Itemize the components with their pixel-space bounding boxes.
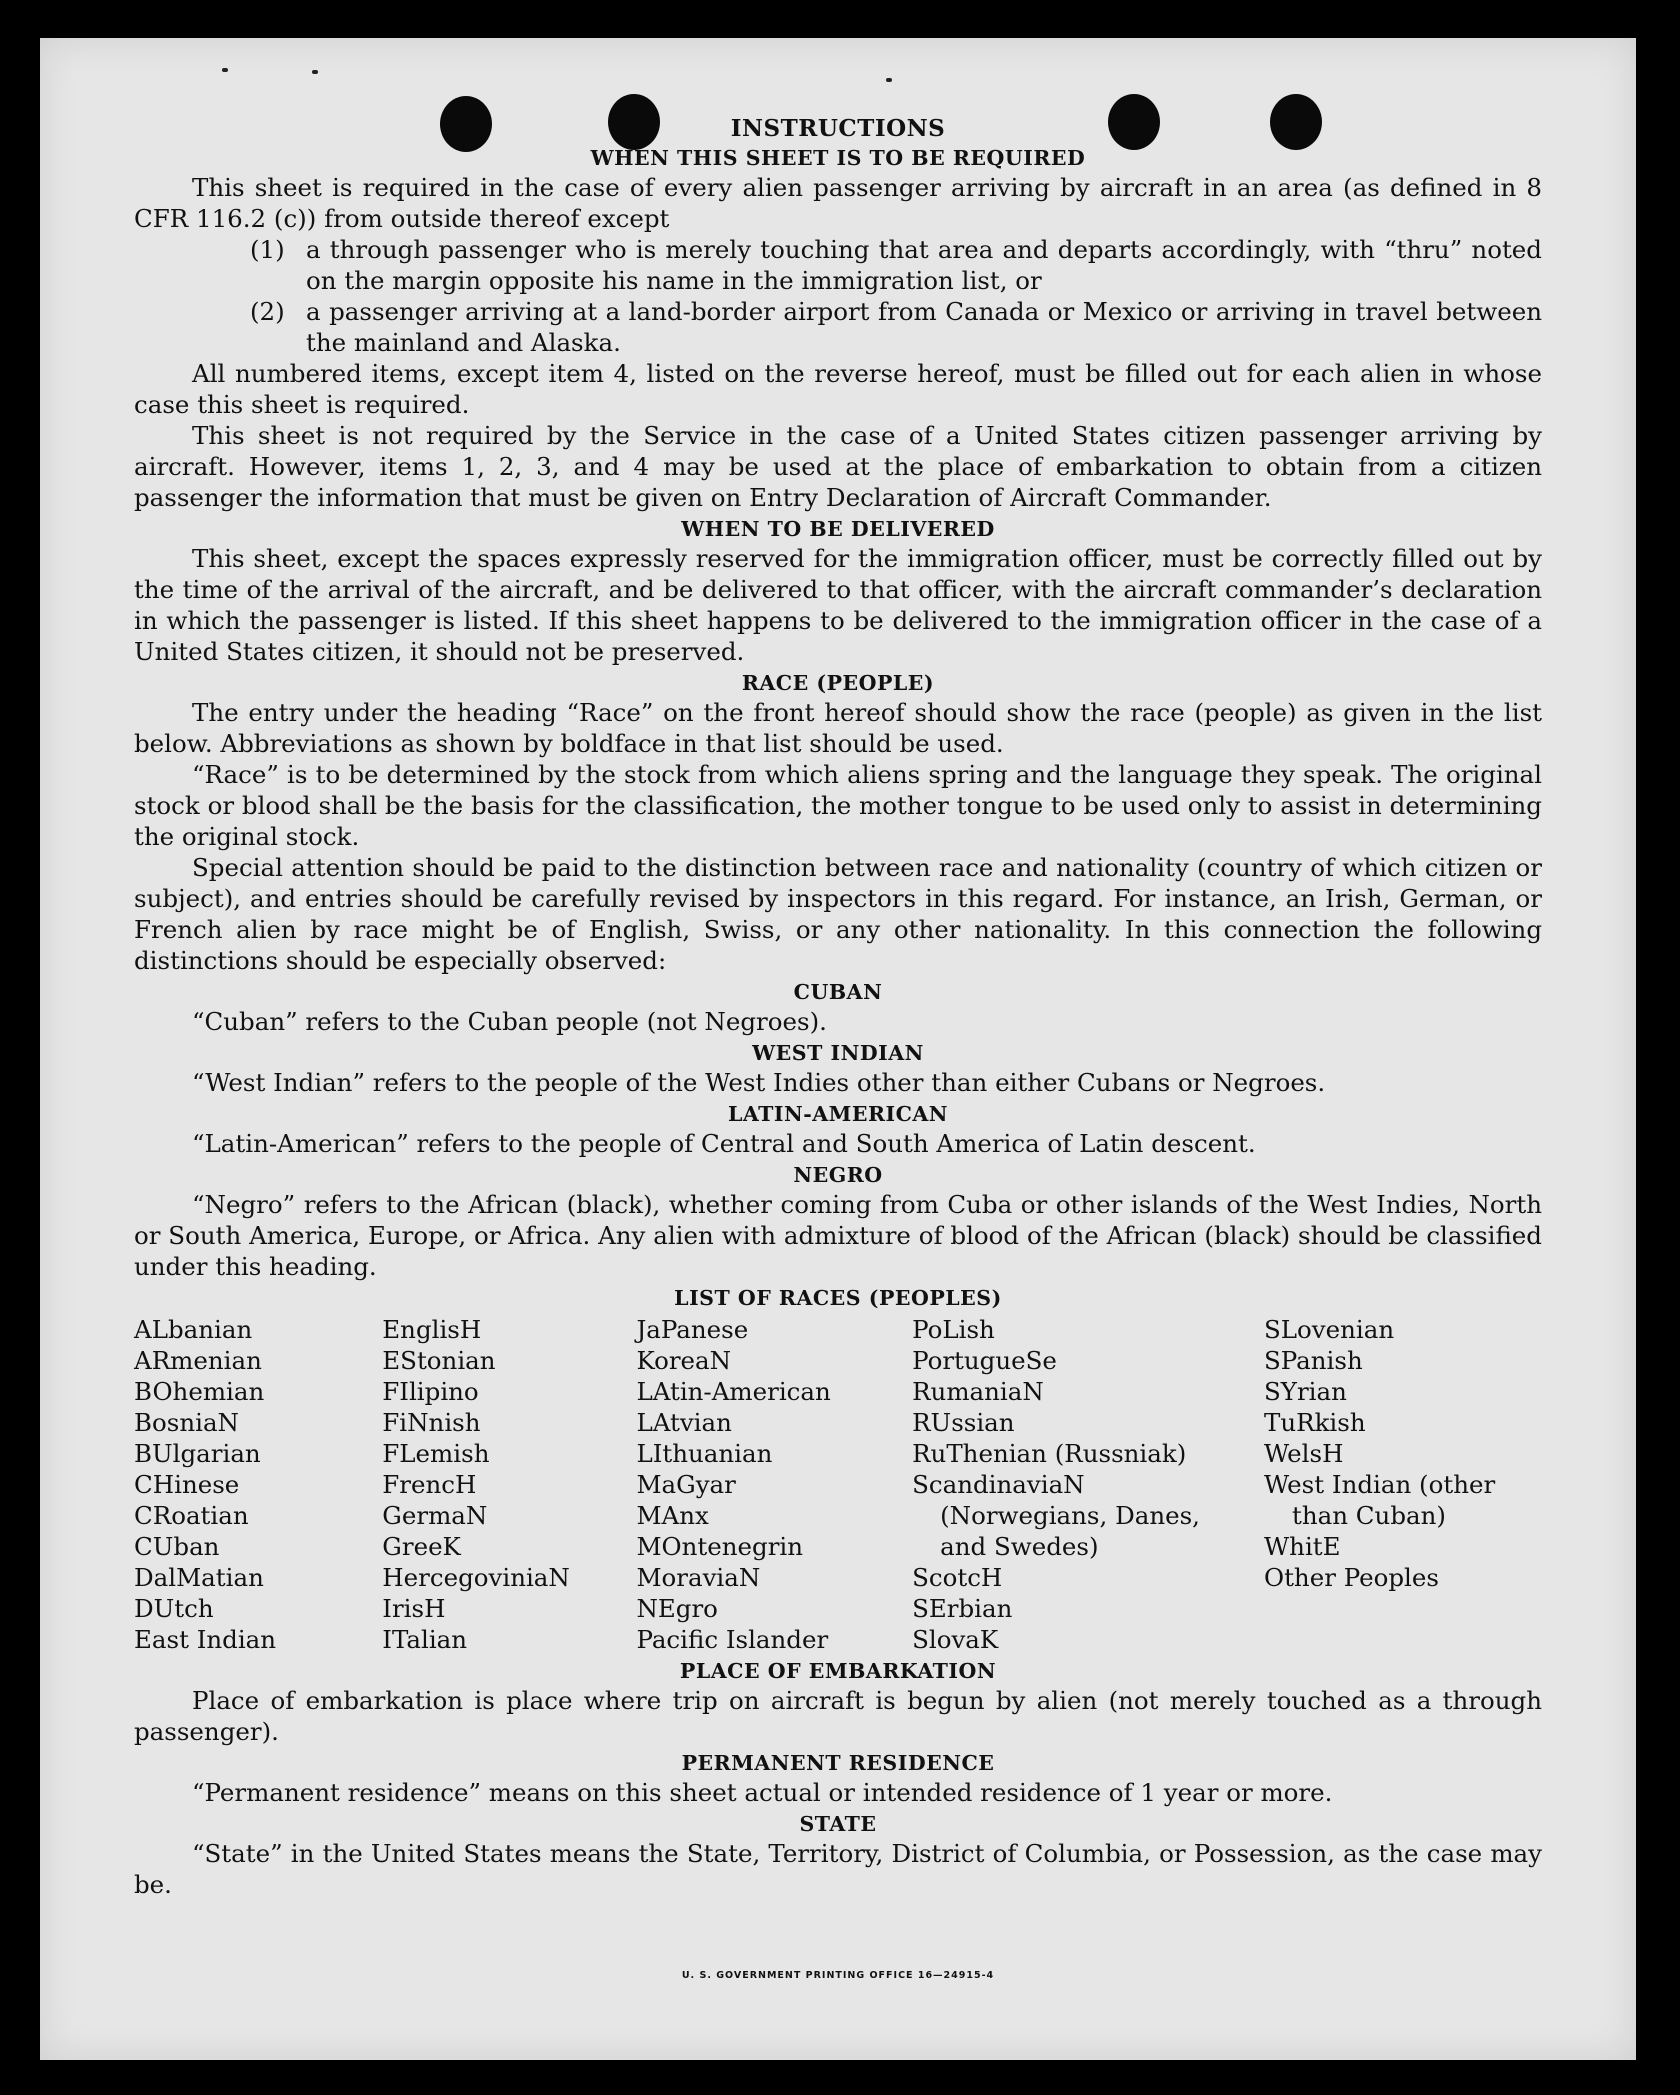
race-entry: FLemish: [382, 1439, 490, 1468]
paragraph: Place of embarkation is place where trip on aircraft is begun by alien (not merely touched as a through passenger).: [134, 1686, 1542, 1746]
race-entry: SErbian: [912, 1594, 1013, 1623]
race-entry: EnglisH: [382, 1315, 482, 1344]
race-entry: GermaN: [382, 1501, 488, 1530]
race-entry: FrencH: [382, 1470, 477, 1499]
race-entry: BOhemian: [134, 1377, 265, 1406]
race-entry: PoLish: [912, 1315, 995, 1344]
race-entry: FiNnish: [382, 1408, 481, 1437]
race-entry: HercegoviniaN: [382, 1563, 570, 1592]
paragraph: All numbered items, except item 4, listed on the reverse hereof, must be filled out for each alien in whose case this sheet is required.: [134, 359, 1542, 419]
race-entry: PortugueSe: [912, 1346, 1057, 1375]
race-entry: SPanish: [1264, 1346, 1363, 1375]
instructions-body: [134, 114, 1542, 1900]
item-number: (2): [250, 297, 285, 326]
section-heading-required: WHEN THIS SHEET IS TO BE REQUIRED: [590, 146, 1086, 170]
section-heading-west-indian: WEST INDIAN: [752, 1041, 924, 1065]
race-entry: TuRkish: [1264, 1408, 1366, 1437]
race-entry: ALbanian: [134, 1315, 253, 1344]
paragraph: This sheet, except the spaces expressly reserved for the immigration officer, must be correctly filled out by the time of the arrival of the aircraft, and be delivered to that officer, with the aircraft commander’s declaration in which the passenger is listed. If this sheet happens to be delivered to the immigration officer in the case of a United States citizen, it should not be preserved.: [134, 544, 1542, 666]
paragraph: “Negro” refers to the African (black), whether coming from Cuba or other islands of the West Indies, North or South America, Europe, or Africa. Any alien with admixture of blood of the African (black) should be classified under this heading.: [134, 1190, 1542, 1281]
race-entry: ScotcH: [912, 1563, 1003, 1592]
paragraph: Special attention should be paid to the distinction between race and nationality (country of which citizen or subject), and entries should be carefully revised by inspectors in this regard. For instance, an Irish, German, or French alien by race might be of English, Swiss, or any other nationality. In this connection the following distinctions should be especially observed:: [134, 853, 1542, 975]
race-entry: LAtin-American: [636, 1377, 831, 1406]
race-entry: WhitE: [1264, 1532, 1341, 1561]
item-number: (1): [250, 235, 285, 264]
section-heading-cuban: CUBAN: [793, 980, 883, 1004]
page-title: INSTRUCTIONS: [730, 115, 946, 142]
paragraph: “West Indian” refers to the people of the West Indies other than either Cubans or Negroes.: [192, 1068, 1326, 1097]
races-column: [636, 1314, 912, 1655]
race-entry: SlovaK: [912, 1625, 999, 1654]
race-entry: NEgro: [636, 1594, 718, 1623]
printing-office-footer: U. S. GOVERNMENT PRINTING OFFICE 16—24915-4: [681, 1970, 995, 1981]
exception-item: [250, 296, 1542, 358]
race-entry: MAnx: [636, 1501, 709, 1530]
paragraph: “State” in the United States means the State, Territory, District of Columbia, or Possession, as the case may be.: [134, 1839, 1542, 1899]
section-heading-residence: PERMANENT RESIDENCE: [681, 1751, 995, 1775]
paragraph: This sheet is not required by the Service in the case of a United States citizen passenger arriving by aircraft. However, items 1, 2, 3, and 4 may be used at the place of embarkation to obtain from a citizen passenger the information that must be given on Entry Declaration of Aircraft Commander.: [134, 421, 1542, 512]
race-entry: WelsH: [1264, 1439, 1344, 1468]
race-entry: SLovenian: [1264, 1315, 1395, 1344]
race-entry: DalMatian: [134, 1563, 264, 1592]
ink-speck: [886, 78, 892, 82]
races-column: [382, 1314, 636, 1655]
race-entry: RUssian: [912, 1408, 1015, 1437]
race-entry: DUtch: [134, 1594, 214, 1623]
document-sheet: [40, 38, 1636, 2060]
races-column: [912, 1314, 1264, 1655]
race-entry: FIlipino: [382, 1377, 479, 1406]
race-entry: CUban: [134, 1532, 220, 1561]
exception-item: [250, 234, 1542, 296]
race-entry: KoreaN: [636, 1346, 732, 1375]
races-column: [134, 1314, 382, 1655]
paragraph: “Race” is to be determined by the stock from which aliens spring and the language they speak. The original stock or blood shall be the basis for the classification, the mother tongue to be used only to assist in determining the original stock.: [134, 760, 1542, 851]
section-heading-races-list: LIST OF RACES (PEOPLES): [674, 1286, 1002, 1310]
race-entry: ITalian: [382, 1625, 468, 1654]
races-column: [1264, 1314, 1542, 1655]
section-heading-delivered: WHEN TO BE DELIVERED: [681, 517, 995, 541]
race-entry: LAtvian: [636, 1408, 732, 1437]
race-entry: GreeK: [382, 1532, 461, 1561]
paragraph: The entry under the heading “Race” on the front hereof should show the race (people) as given in the list below. Abbreviations as shown by boldface in that list should be used.: [134, 698, 1542, 758]
race-entry: ARmenian: [134, 1346, 262, 1375]
race-entry: MoraviaN: [636, 1563, 761, 1592]
race-entry: IrisH: [382, 1594, 446, 1623]
section-heading-latin-american: LATIN-AMERICAN: [727, 1102, 949, 1126]
paragraph: “Cuban” refers to the Cuban people (not Negroes).: [192, 1007, 827, 1036]
race-entry: Other Peoples: [1264, 1563, 1439, 1592]
race-entry: LIthuanian: [636, 1439, 773, 1468]
race-entry: East Indian: [134, 1625, 277, 1654]
race-entry: MOntenegrin: [636, 1532, 804, 1561]
race-entry: MaGyar: [636, 1470, 736, 1499]
section-heading-negro: NEGRO: [793, 1163, 883, 1187]
ink-speck: [312, 70, 318, 74]
race-entry: BosniaN: [134, 1408, 239, 1437]
section-heading-state: STATE: [799, 1812, 877, 1836]
item-text: a passenger arriving at a land-border airport from Canada or Mexico or arriving in travel between the mainland and Alaska.: [306, 297, 1542, 357]
race-entry: BUlgarian: [134, 1439, 261, 1468]
race-entry: JaPanese: [636, 1315, 749, 1344]
race-entry: West Indian (other than Cuban): [1264, 1470, 1496, 1530]
section-heading-race: RACE (PEOPLE): [741, 671, 935, 695]
paragraph: “Latin-American” refers to the people of Central and South America of Latin descent.: [192, 1129, 1256, 1158]
race-entry: Pacific Islander: [636, 1625, 829, 1654]
paragraph: “Permanent residence” means on this sheet actual or intended residence of 1 year or more.: [192, 1778, 1333, 1807]
race-entry: CHinese: [134, 1470, 240, 1499]
races-table: [134, 1314, 1542, 1655]
item-text: a through passenger who is merely touching that area and departs accordingly, with “thru” noted on the margin opposite his name in the immigration list, or: [306, 235, 1542, 295]
race-entry: ScandinaviaN (Norwegians, Danes, and Swedes): [912, 1470, 1200, 1561]
race-entry: CRoatian: [134, 1501, 249, 1530]
race-entry: RumaniaN: [912, 1377, 1044, 1406]
race-entry: RuThenian (Russniak): [912, 1439, 1187, 1468]
race-entry: SYrian: [1264, 1377, 1347, 1406]
required-intro: This sheet is required in the case of every alien passenger arriving by aircraft in an area (as defined in 8 CFR 116.2 (c)) from outside thereof except: [134, 173, 1542, 233]
ink-speck: [222, 68, 228, 72]
race-entry: EStonian: [382, 1346, 496, 1375]
section-heading-embarkation: PLACE OF EMBARKATION: [679, 1659, 997, 1683]
